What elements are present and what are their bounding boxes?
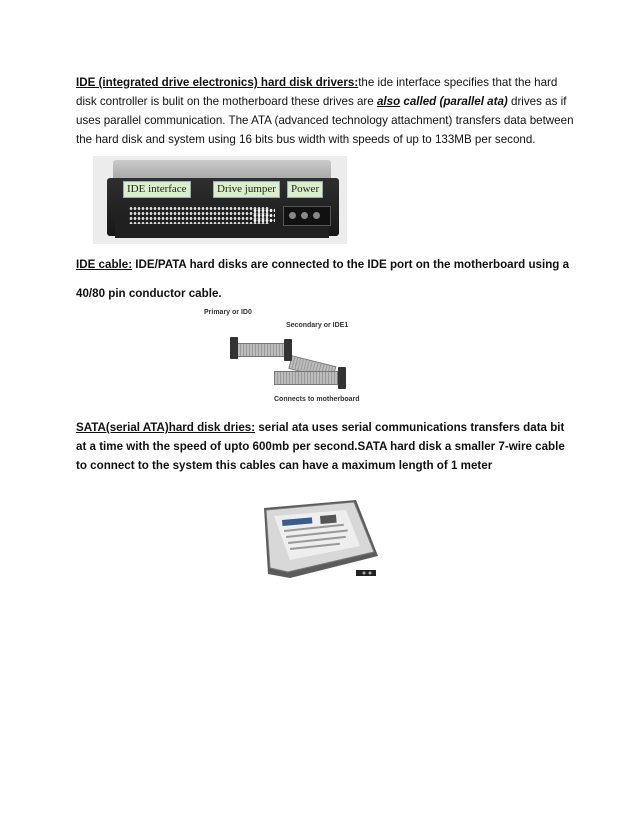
ide-drivers-paragraph (76, 73, 576, 149)
ide-cable-image (204, 309, 364, 405)
ide-cable-text: IDE/PATA hard disks are connected to the IDE port on the motherboard using a (132, 258, 570, 271)
connector-motherboard (338, 367, 346, 389)
ide-cable-line2: 40/80 pin conductor cable. (76, 287, 222, 300)
label-ide-interface: IDE interface (123, 181, 191, 198)
power-connector (283, 206, 331, 226)
connector-secondary (284, 339, 292, 361)
ide-pins (129, 206, 269, 224)
connector-primary (230, 337, 238, 359)
label-power: Power (287, 181, 323, 198)
ribbon-segment-3 (274, 371, 338, 385)
sata-paragraph (76, 418, 576, 475)
ide-cable-heading: IDE cable: (76, 258, 133, 271)
ide-drivers-heading: IDE (integrated drive electronics) hard disk drivers: (76, 76, 359, 89)
also-text: also (376, 95, 401, 108)
label-drive-jumper: Drive jumper (213, 181, 280, 198)
label-primary: Primary or ID0 (204, 309, 252, 316)
label-motherboard: Connects to motherboard (274, 396, 360, 403)
sata-drive-image (260, 496, 380, 584)
sata-heading: SATA(serial ATA)hard disk dries: (76, 421, 256, 434)
ide-drivers-text: the ide interface specifies that the hard disk controller is bulit on the motherboard these drives are (76, 76, 558, 108)
jumper-pins (253, 208, 275, 222)
ide-drivers-text-2: drives as if uses parallel communication. The ATA (advanced technology attachment) transfers data between the hard disk and system using 16 bits bus width with speeds of up to 133MB per second. (76, 95, 574, 146)
sata-text: serial ata uses serial communications transfers data bit at a time with the speed of upto 600mb per second.SATA hard disk a smaller 7-wire cable to connect to the system this cables can have a maximum length of 1 meter (76, 421, 565, 472)
ribbon-segment-1 (234, 343, 288, 357)
label-secondary: Secondary or IDE1 (286, 322, 349, 329)
ide-drive-image (93, 156, 347, 244)
called-parallel-ata: called (parallel ata) (400, 95, 508, 108)
ide-cable-paragraph (76, 255, 576, 274)
